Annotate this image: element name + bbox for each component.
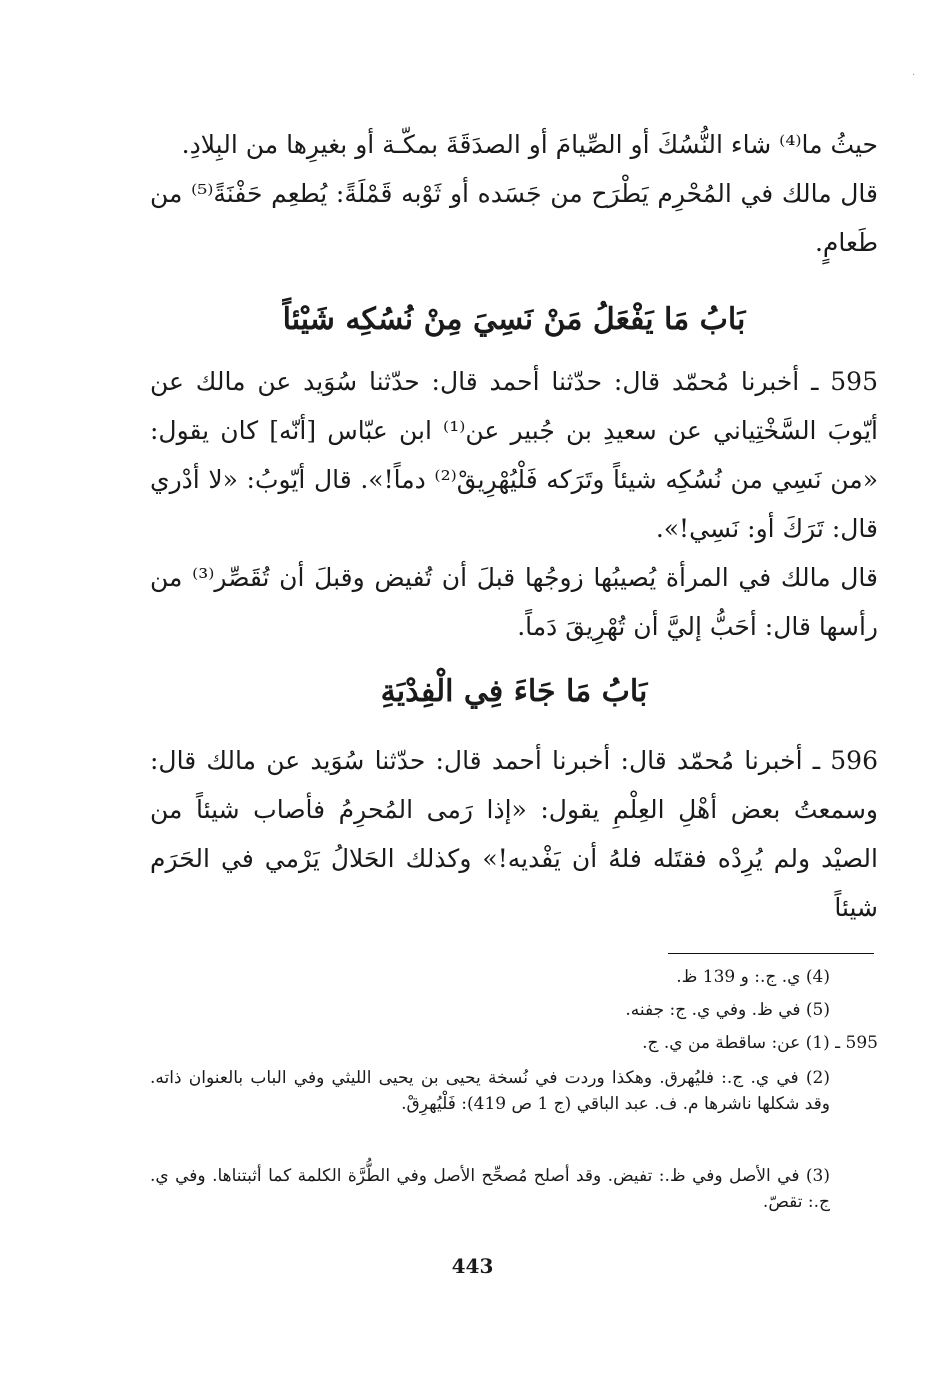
chapter-heading-1: بَابُ مَا يَفْعَلُ مَنْ نَسِيَ مِنْ نُسُكِه شَيْئاً [282,302,746,337]
footnote-595-1: 595 ـ (1) عن: ساقطة من ي. ج. [642,1033,878,1053]
footnote-5: (5) في ظ. وفي ي. ج: جفنه. [625,1000,830,1020]
page-number: 443 [451,1254,494,1278]
paragraph-top-2: قال مالك في المُحْرِم يَطْرَح من جَسَده أو ثَوْبه قَمْلَةً: يُطعِم حَفْنَةً⁽⁵⁾ من طَعامٍ. [150,179,878,257]
chapter-heading-2: بَابُ مَا جَاءَ فِي الْفِدْيَةِ [380,674,648,709]
hadith-596: 596 ـ أخبرنا مُحمّد قال: أخبرنا أحمد قال: حدّثنا سُوَيد عن مالك قال: وسمعتُ بعض أهْلِ العِلْمِ يقول: «إذا رَمى المُحرِمُ فأصاب شيئاً من الصيْد ولم يُرِدْه فقتَله فلهُ أن يَفْديه!» وكذلك الحَلالُ يَرْمي في الحَرَم شيئاً [150,746,878,922]
footnote-separator [668,953,874,954]
hadith-595: 595 ـ أخبرنا مُحمّد قال: حدّثنا أحمد قال: حدّثنا سُوَيد عن مالك عن أيّوبَ السَّخْتِياني عن سعيدِ بن جُبير عن⁽¹⁾ ابن عبّاس [أنّه] كان يقول: «من نَسِي من نُسُكِه شيئاً وتَرَكه فَلْيُهْرِيقْ⁽²⁾ دماً!». قال أيّوبُ: «لا أدْري قال: تَرَكَ أو: نَسِي!». [150,367,879,543]
scan-speck: · [912,70,916,81]
footnote-595-2: (2) في ي. ج.: فليُهرق. وهكذا وردت في نُسخة يحيى بن يحيى الليثي وفي الباب بالعنوان ذاته. وقد شكلها ناشرها م. ف. عبد الباقي (ج 1 ص 419): فَلْيُهرِقْ. [150,1068,830,1114]
footnote-4: (4) ي. ج.: و 139 ظ. [676,967,830,987]
paragraph-malik-woman: قال مالك في المرأة يُصيبُها زوجُها قبلَ أن تُفيض وقبلَ أن تُقَصِّر⁽³⁾ من رأسها قال: أحَبُّ إليَّ أن تُهْرِيقَ دَماً. [150,563,878,641]
footnote-595-3: (3) في الأصل وفي ظ.: تفيض. وقد أصلح مُصحِّح الأصل وفي الطُّرَّة الكلمة كما أثبتناها. وفي ي. ج.: تقصّ. [150,1166,830,1212]
paragraph-top-1: حيثُ ما⁽⁴⁾ شاء النُّسُكَ أو الصِّيامَ أو الصدَقَةَ بمكّـة أو بغيرِها من البِلادِ. [181,130,878,159]
